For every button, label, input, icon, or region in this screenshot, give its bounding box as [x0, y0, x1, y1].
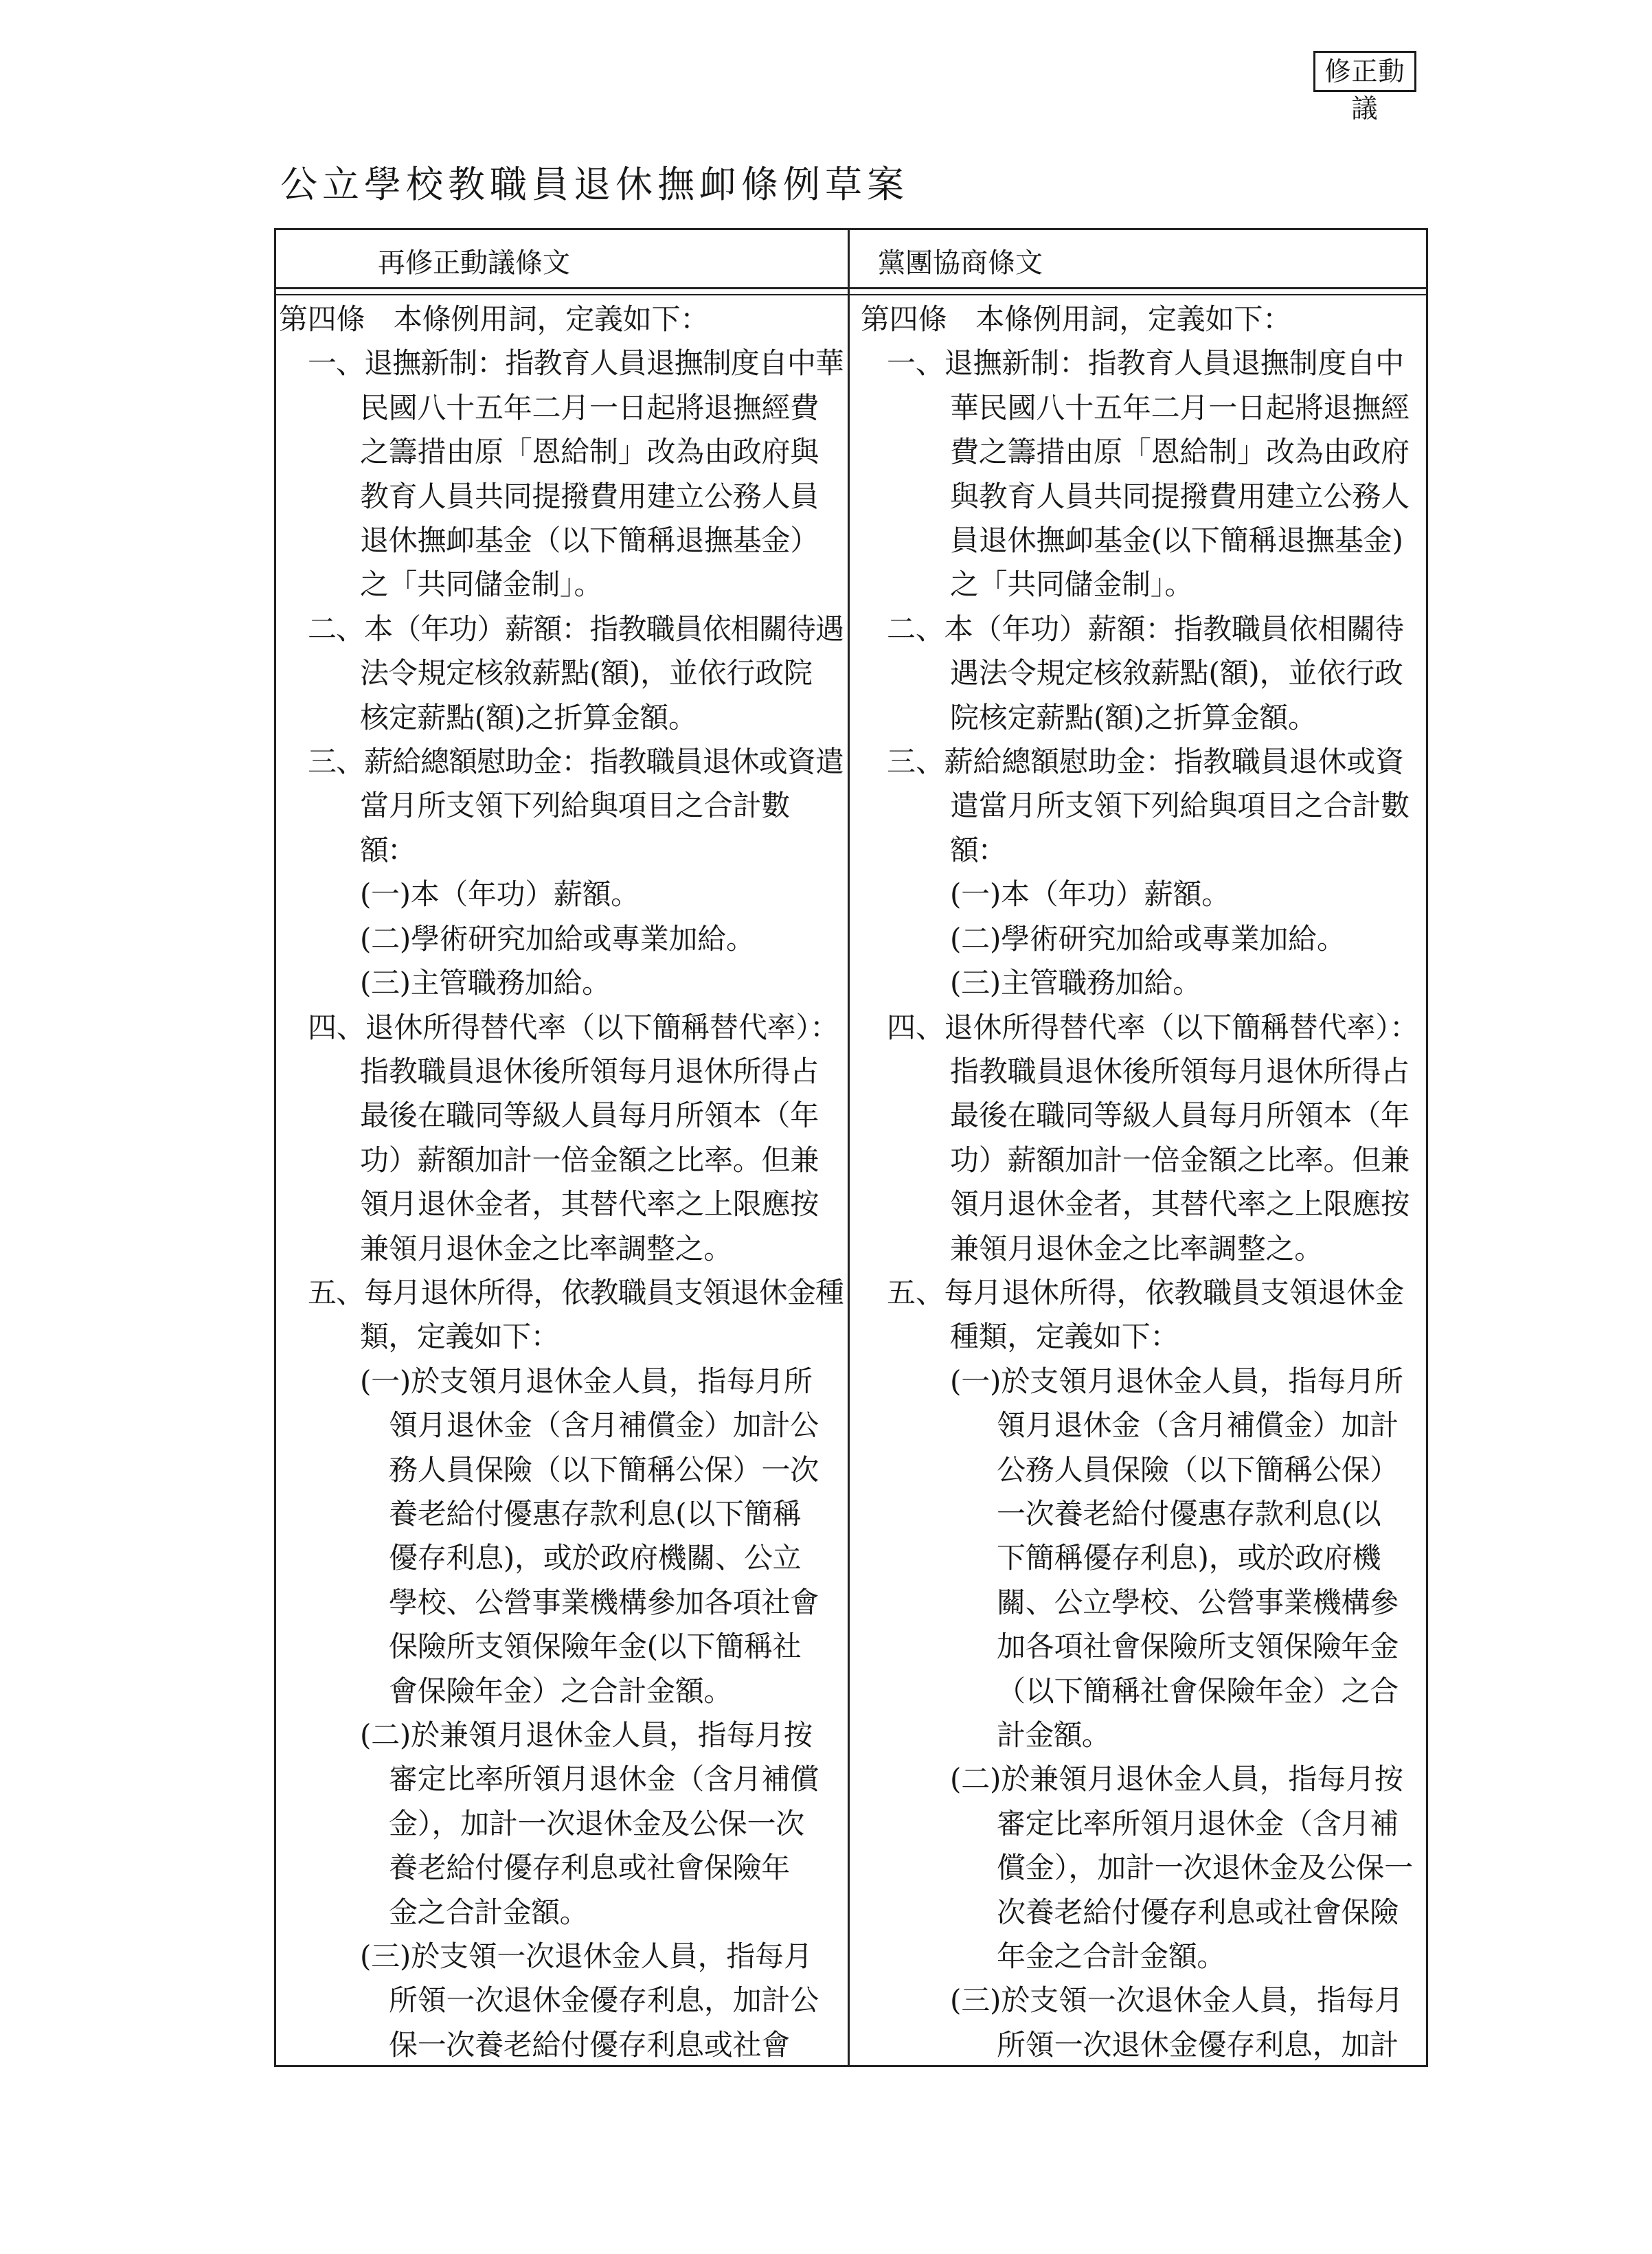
clause-line: (一)本（年功）薪額。 [950, 877, 1230, 912]
clause-line: (三)於支領一次退休金人員，指每月 [360, 1939, 813, 1974]
clause-line: 二、本（年功）薪額：指教職員依相關待遇 [308, 611, 844, 646]
clause-line: 關、公立學校、公營事業機構參 [997, 1585, 1399, 1619]
clause-line: 最後在職同等級人員每月所領本（年 [950, 1098, 1410, 1133]
clause-line: 優存利息)，或於政府機關、公立 [389, 1541, 802, 1575]
clause-line: 核定薪點(額)之折算金額。 [360, 700, 697, 734]
clause-line: 員退休撫卹基金(以下簡稱退撫基金) [950, 523, 1403, 558]
clause-line: 之「共同儲金制」。 [950, 567, 1194, 602]
clause-line: （以下簡稱社會保險年金）之合 [997, 1673, 1399, 1708]
clause-line: 二、本（年功）薪額：指教職員依相關待 [887, 611, 1404, 646]
clause-line: 保一次養老給付優存利息或社會 [389, 2027, 790, 2062]
clause-line: 指教職員退休後所領每月退休所得占 [360, 1054, 819, 1088]
clause-line: 類，定義如下： [360, 1320, 560, 1354]
header-divider [276, 287, 1426, 295]
clause-line: 領月退休金（含月補償金）加計公 [389, 1408, 819, 1443]
clause-line: 下簡稱優存利息)，或於政府機 [997, 1541, 1381, 1575]
revised-motion-text-column [279, 297, 846, 2065]
clause-line: 審定比率所領月退休金（含月補 [997, 1806, 1399, 1840]
clause-line: 四、退休所得替代率（以下簡稱替代率）： [308, 1010, 839, 1044]
clause-line: 種類，定義如下： [950, 1320, 1179, 1354]
clause-line: 領月退休金者，其替代率之上限應按 [950, 1187, 1410, 1221]
clause-line: 華民國八十五年二月一日起將退撫經 [950, 390, 1410, 425]
clause-line: 務人員保險（以下簡稱公保）一次 [389, 1452, 819, 1487]
clause-line: 五、每月退休所得，依教職員支領退休金種 [308, 1275, 844, 1309]
clause-line: 最後在職同等級人員每月所領本（年 [360, 1098, 819, 1133]
clause-line: 退休撫卹基金（以下簡稱退撫基金） [360, 523, 819, 558]
clause-line: 教育人員共同提撥費用建立公務人員 [360, 479, 819, 513]
clause-line: 一次養老給付優惠存款利息(以 [997, 1496, 1381, 1531]
clause-line: 與教育人員共同提撥費用建立公務人 [950, 479, 1410, 513]
clause-line: 當月所支領下列給與項目之合計數 [360, 789, 790, 823]
clause-line: 所領一次退休金優存利息，加計 [997, 2027, 1399, 2062]
clause-line: 次養老給付優存利息或社會保險 [997, 1895, 1399, 1929]
clause-line: 償金），加計一次退休金及公保一 [997, 1851, 1414, 1885]
clause-line: 一、退撫新制：指教育人員退撫制度自中華 [308, 346, 844, 381]
clause-line: 養老給付優存利息或社會保險年 [389, 1851, 790, 1885]
clause-line: 第四條 本條例用詞，定義如下： [861, 302, 1292, 336]
clause-line: 公務人員保險（以下簡稱公保） [997, 1452, 1399, 1487]
clause-line: 兼領月退休金之比率調整之。 [950, 1231, 1324, 1265]
clause-line: (一)於支領月退休金人員，指每月所 [950, 1364, 1403, 1398]
clause-line: (二)學術研究加給或專業加給。 [360, 921, 755, 956]
caucus-text-column [861, 297, 1426, 2065]
clause-line: 費之籌措由原「恩給制」改為由政府 [950, 435, 1410, 469]
clause-line: 兼領月退休金之比率調整之。 [360, 1231, 732, 1265]
clause-line: 額： [950, 833, 1006, 867]
clause-line: 額： [360, 833, 416, 867]
clause-line: 四、退休所得替代率（以下簡稱替代率）： [887, 1010, 1418, 1044]
clause-line: (二)學術研究加給或專業加給。 [950, 921, 1346, 956]
clause-line: 學校、公營事業機構參加各項社會 [389, 1585, 819, 1619]
clause-line: 功）薪額加計一倍金額之比率。但兼 [360, 1142, 819, 1177]
clause-line: (三)於支領一次退休金人員，指每月 [950, 1983, 1403, 2018]
clause-line: (二)於兼領月退休金人員，指每月按 [950, 1762, 1403, 1796]
clause-line: 三、薪給總額慰助金：指教職員退休或資 [887, 745, 1404, 779]
clause-line: 保險所支領保險年金(以下簡稱社 [389, 1630, 802, 1664]
clause-line: 所領一次退休金優存利息，加計公 [389, 1983, 819, 2018]
comparison-table [274, 228, 1428, 2067]
clause-line: 計金額。 [997, 1718, 1111, 1752]
clause-line: 金），加計一次退休金及公保一次 [389, 1806, 804, 1840]
clause-line: 遣當月所支領下列給與項目之合計數 [950, 789, 1410, 823]
clause-line: 民國八十五年二月一日起將退撫經費 [360, 390, 819, 425]
clause-line: 五、每月退休所得，依教職員支領退休金 [887, 1275, 1404, 1309]
clause-line: (一)於支領月退休金人員，指每月所 [360, 1364, 813, 1398]
clause-line: 院核定薪點(額)之折算金額。 [950, 700, 1317, 734]
clause-line: (三)主管職務加給。 [360, 966, 611, 1000]
clause-line: (一)本（年功）薪額。 [360, 877, 640, 912]
clause-line: 功）薪額加計一倍金額之比率。但兼 [950, 1142, 1410, 1177]
clause-line: 之籌措由原「恩給制」改為由政府與 [360, 435, 819, 469]
clause-line: 一、退撫新制：指教育人員退撫制度自中 [887, 346, 1404, 381]
document-title: 公立學校教職員退休撫卹條例草案 [280, 163, 909, 206]
motion-stamp: 修正動議 [1313, 51, 1416, 92]
clause-line: 遇法令規定核敘薪點(額)，並依行政 [950, 656, 1403, 690]
clause-line: 三、薪給總額慰助金：指教職員退休或資遣 [308, 745, 844, 779]
clause-line: 法令規定核敘薪點(額)，並依行政院 [360, 656, 813, 690]
clause-line: 年金之合計金額。 [997, 1939, 1225, 1974]
clause-line: 指教職員退休後所領每月退休所得占 [950, 1054, 1410, 1088]
column-header-caucus-negotiation: 黨團協商條文 [878, 247, 1043, 279]
clause-line: 加各項社會保險所支領保險年金 [997, 1630, 1399, 1664]
column-header-revised-motion: 再修正動議條文 [378, 247, 570, 279]
clause-line: 審定比率所領月退休金（含月補償 [389, 1762, 819, 1796]
column-divider [848, 230, 850, 2065]
clause-line: 會保險年金）之合計金額。 [389, 1673, 733, 1708]
clause-line: 之「共同儲金制」。 [360, 567, 603, 602]
clause-line: 第四條 本條例用詞，定義如下： [279, 302, 709, 336]
clause-line: 養老給付優惠存款利息(以下簡稱 [389, 1496, 802, 1531]
clause-line: 領月退休金者，其替代率之上限應按 [360, 1187, 819, 1221]
clause-line: (二)於兼領月退休金人員，指每月按 [360, 1718, 813, 1752]
clause-line: 領月退休金（含月補償金）加計 [997, 1408, 1399, 1443]
clause-line: (三)主管職務加給。 [950, 966, 1201, 1000]
clause-line: 金之合計金額。 [389, 1895, 589, 1929]
